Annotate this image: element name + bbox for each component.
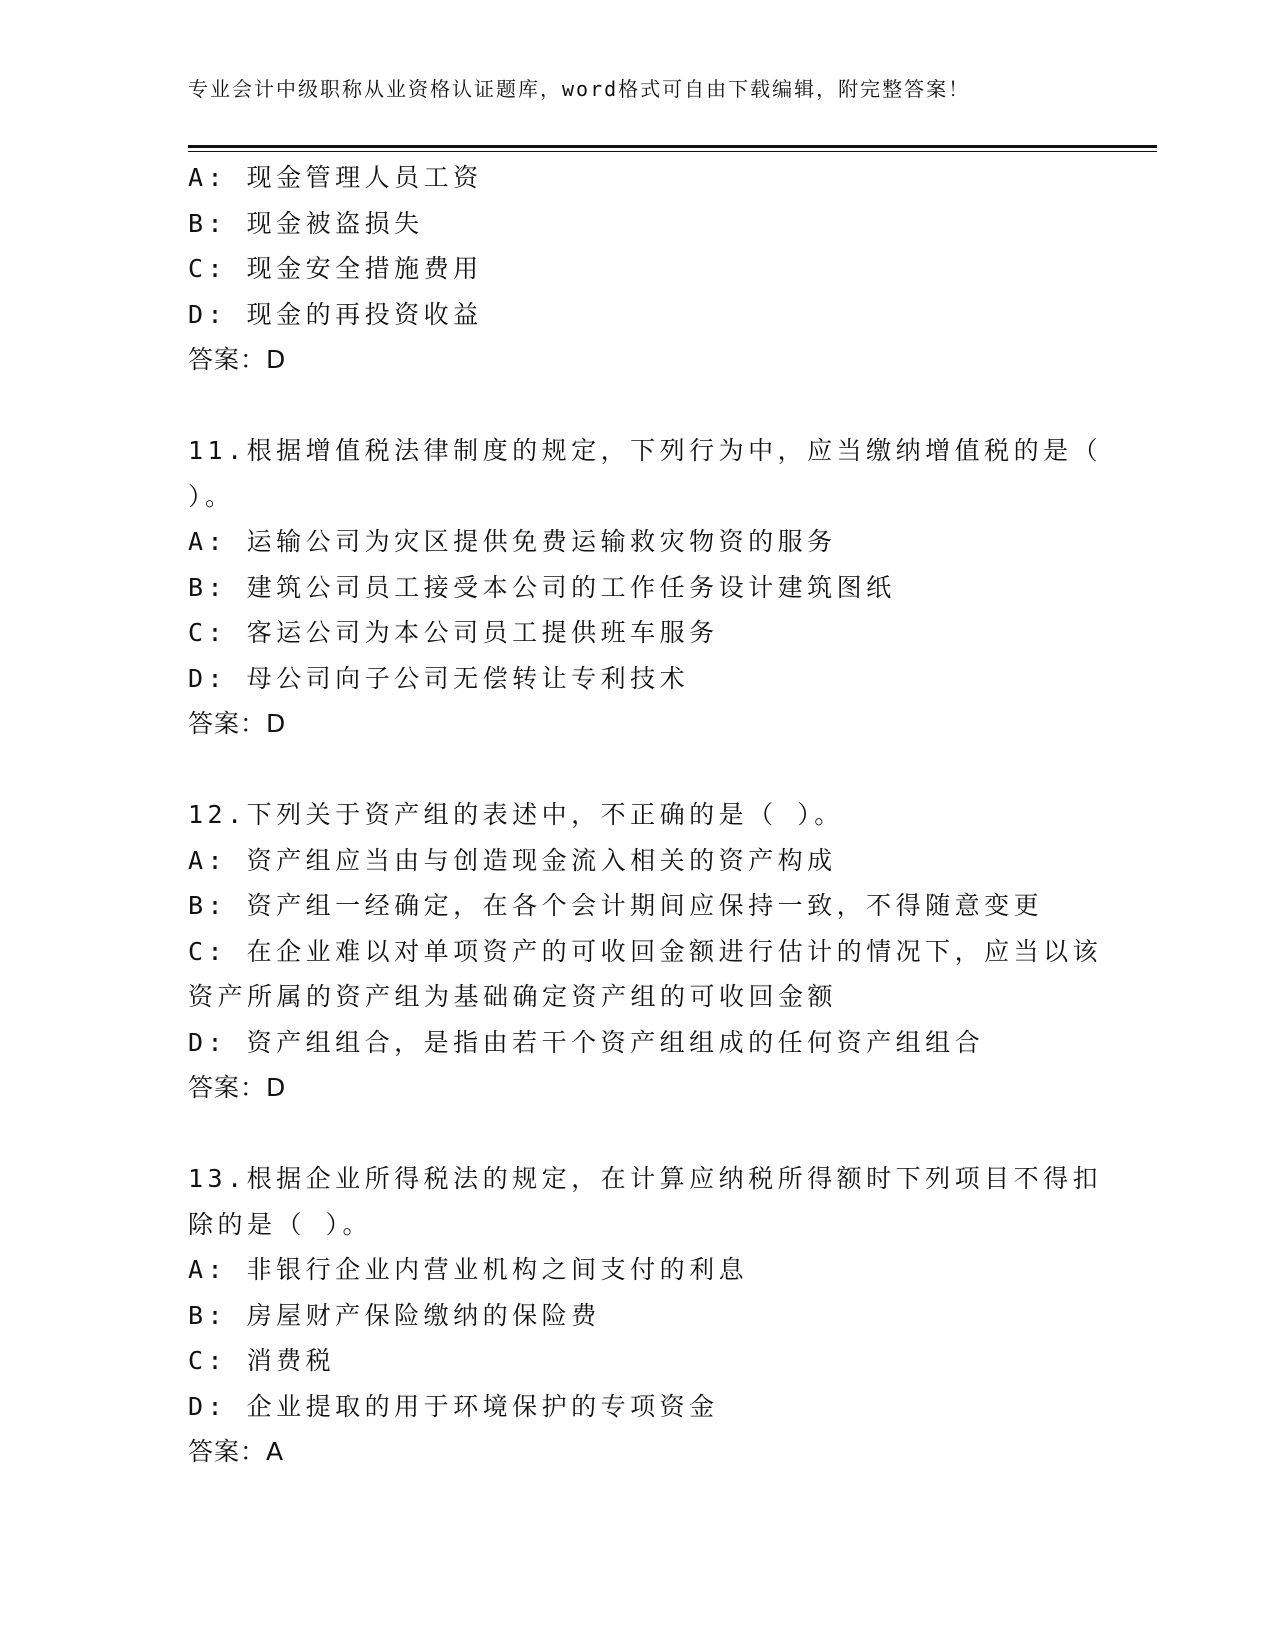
question-stem: 11.根据增值税法律制度的规定，下列行为中，应当缴纳增值税的是（: [188, 436, 1103, 465]
option-c: C: 现金安全措施费用: [188, 254, 483, 283]
option-b: B: 资产组一经确定，在各个会计期间应保持一致，不得随意变更: [188, 891, 1044, 920]
option-b: B: 建筑公司员工接受本公司的工作任务设计建筑图纸: [188, 572, 896, 602]
question-list: [188, 155, 1103, 1475]
option-c: C: 在企业难以对单项资产的可收回金额进行估计的情况下，应当以该: [188, 936, 1103, 966]
page-header: 专业会计中级职称从业资格认证题库，word格式可自由下载编辑，附完整答案！: [188, 77, 971, 101]
question-12: [188, 792, 1103, 1111]
option-c: C: 消费税: [188, 1346, 336, 1375]
question-stem-continued: 除的是（ ）。: [188, 1209, 373, 1239]
question-stem: 12.下列关于资产组的表述中，不正确的是（ ）。: [188, 800, 844, 829]
spacer: [188, 383, 1088, 429]
question-10: [188, 155, 1088, 383]
answer: 答案：A: [188, 1437, 285, 1466]
option-b: B: 房屋财产保险缴纳的保险费: [188, 1300, 601, 1330]
header-rule-thick: [188, 145, 1157, 148]
option-d: D: 企业提取的用于环境保护的专项资金: [188, 1391, 719, 1421]
option-b: B: 现金被盗损失: [188, 208, 424, 238]
answer: 答案：D: [188, 1073, 287, 1102]
question-stem-continued: ）。: [188, 481, 235, 511]
option-a: A: 非银行企业内营业机构之间支付的利息: [188, 1255, 749, 1284]
question-13: [188, 1156, 1103, 1475]
option-c: C: 客运公司为本公司员工提供班车服务: [188, 618, 719, 647]
option-a: A: 现金管理人员工资: [188, 163, 483, 192]
spacer: [188, 747, 1088, 793]
answer: 答案：D: [188, 709, 287, 738]
question-stem: 13.根据企业所得税法的规定，在计算应纳税所得额时下列项目不得扣: [188, 1164, 1103, 1193]
option-d: D: 母公司向子公司无偿转让专利技术: [188, 663, 690, 693]
option-d: D: 资产组组合，是指由若干个资产组组成的任何资产组组合: [188, 1027, 985, 1057]
option-a: A: 运输公司为灾区提供免费运输救灾物资的服务: [188, 527, 837, 556]
question-11: [188, 428, 1103, 747]
header-rule-thin: [188, 151, 1157, 152]
answer: 答案：D: [188, 345, 287, 374]
option-d: D: 现金的再投资收益: [188, 299, 483, 329]
spacer: [188, 1111, 1088, 1157]
option-a: A: 资产组应当由与创造现金流入相关的资产构成: [188, 845, 837, 875]
option-c-continued: 资产所属的资产组为基础确定资产组的可收回金额: [188, 982, 838, 1011]
